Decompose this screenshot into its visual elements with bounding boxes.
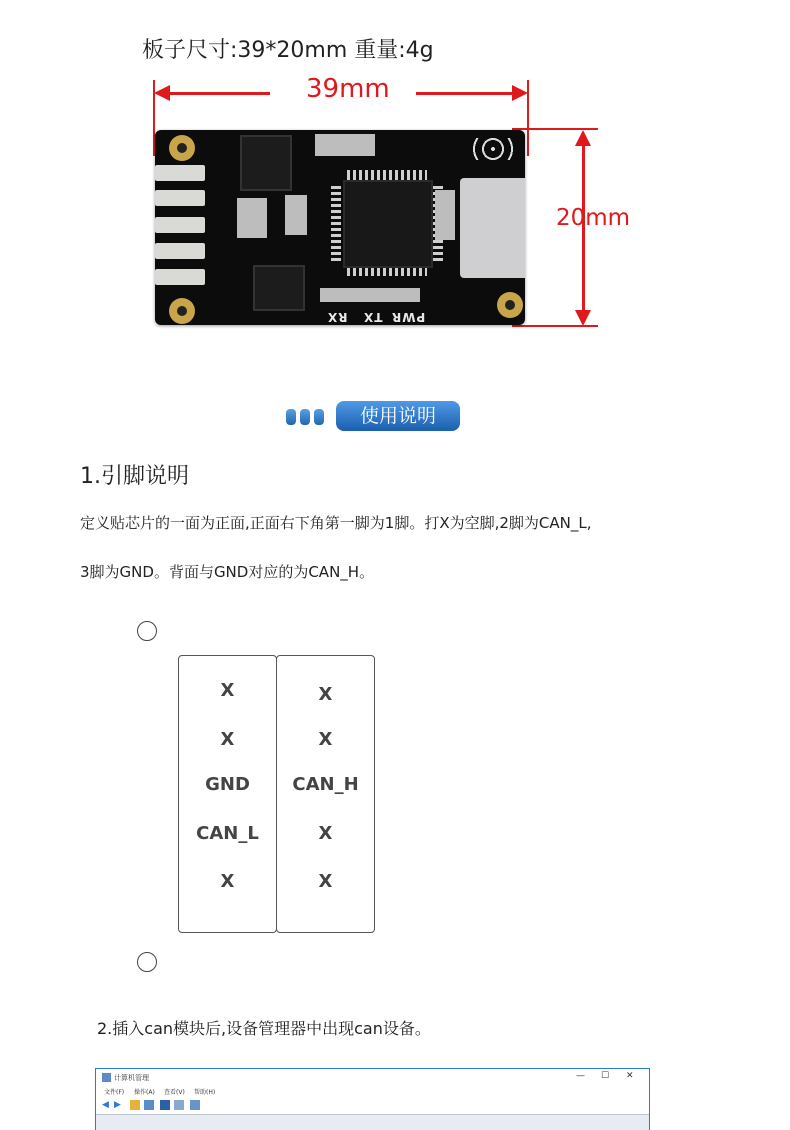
pin-label: X bbox=[318, 823, 333, 844]
edge-pad bbox=[155, 217, 205, 233]
folder-icon[interactable] bbox=[130, 1100, 140, 1110]
transistor bbox=[253, 265, 305, 311]
regulator-ic bbox=[240, 135, 292, 191]
pin-label: CAN_H bbox=[292, 774, 359, 795]
banner-dot bbox=[300, 409, 310, 425]
pin-label: X bbox=[318, 684, 333, 705]
pin-label: X bbox=[220, 729, 235, 750]
via-holes bbox=[473, 138, 513, 160]
monitor-icon[interactable] bbox=[190, 1100, 200, 1110]
menu-help[interactable]: 帮助(H) bbox=[194, 1089, 216, 1096]
console-tree-icon[interactable] bbox=[144, 1100, 154, 1110]
forward-arrow-icon[interactable]: ▶ bbox=[114, 1100, 121, 1110]
mount-hole bbox=[169, 298, 195, 324]
silkscreen-rx: RX bbox=[327, 310, 348, 324]
maximize-button[interactable]: ☐ bbox=[601, 1071, 610, 1081]
menu-file[interactable]: 文件(F) bbox=[104, 1089, 125, 1096]
circle-marker-bottom bbox=[137, 952, 157, 972]
pin-column-right bbox=[276, 655, 375, 933]
computer-management-icon bbox=[102, 1073, 111, 1082]
edge-pad bbox=[155, 190, 205, 206]
width-arrow-right-head bbox=[512, 85, 528, 101]
pin-label: X bbox=[220, 871, 235, 892]
computer-management-window bbox=[95, 1068, 650, 1130]
silkscreen-tx: TX bbox=[363, 310, 383, 324]
smd-component bbox=[285, 195, 307, 235]
pin-column-left bbox=[178, 655, 277, 933]
pin-label: X bbox=[318, 729, 333, 750]
close-button[interactable]: ✕ bbox=[626, 1071, 634, 1081]
can-module-board-photo bbox=[155, 130, 525, 325]
menu-action[interactable]: 操作(A) bbox=[134, 1089, 155, 1096]
pin-label: X bbox=[318, 871, 333, 892]
silkscreen-pwr: PWR bbox=[391, 310, 426, 324]
width-arrow-right-line bbox=[416, 92, 520, 95]
minimize-button[interactable]: — bbox=[576, 1071, 585, 1081]
pin-label: CAN_L bbox=[196, 823, 259, 844]
smd-component bbox=[237, 198, 267, 238]
mount-hole bbox=[497, 292, 523, 318]
help-icon[interactable] bbox=[160, 1100, 170, 1110]
edge-pad bbox=[155, 269, 205, 285]
pin-label: GND bbox=[205, 774, 250, 795]
banner-dot bbox=[314, 409, 324, 425]
height-arrow-bottom-head bbox=[575, 310, 591, 326]
pin-description-line1: 定义贴芯片的一面为正面,正面右下角第一脚为1脚。打X为空脚,2脚为CAN_L, bbox=[80, 514, 592, 532]
properties-icon[interactable] bbox=[174, 1100, 184, 1110]
height-dimension-label: 20mm bbox=[556, 205, 631, 231]
board-spec-text: 板子尺寸:39*20mm 重量:4g bbox=[142, 38, 434, 63]
circle-marker-top bbox=[137, 621, 157, 641]
menu-view[interactable]: 查看(V) bbox=[164, 1089, 185, 1096]
back-arrow-icon[interactable]: ◀ bbox=[102, 1100, 109, 1110]
chip-pins-top bbox=[347, 170, 427, 180]
height-arrow-top-head bbox=[575, 130, 591, 146]
pin-label: X bbox=[220, 680, 235, 701]
window-title: 计算机管理 bbox=[114, 1074, 149, 1082]
led-row bbox=[320, 288, 420, 302]
microcontroller-chip bbox=[343, 180, 433, 268]
pin-description-line2: 3脚为GND。背面与GND对应的为CAN_H。 bbox=[80, 563, 375, 581]
micro-usb-connector bbox=[460, 178, 525, 278]
pin-section-heading: 1.引脚说明 bbox=[80, 464, 189, 489]
mount-hole bbox=[169, 135, 195, 161]
chip-pins-left bbox=[331, 185, 341, 261]
width-dimension-label: 39mm bbox=[306, 74, 390, 104]
banner-dot bbox=[286, 409, 296, 425]
instructions-banner-label: 使用说明 bbox=[336, 401, 460, 431]
width-arrow-left-head bbox=[154, 85, 170, 101]
device-section-heading: 2.插入can模块后,设备管理器中出现can设备。 bbox=[97, 1019, 431, 1038]
edge-pad bbox=[155, 243, 205, 259]
smd-component bbox=[435, 190, 455, 240]
edge-pad bbox=[155, 165, 205, 181]
width-arrow-left-line bbox=[160, 92, 270, 95]
smd-component bbox=[315, 134, 375, 156]
window-content-strip bbox=[96, 1114, 649, 1130]
